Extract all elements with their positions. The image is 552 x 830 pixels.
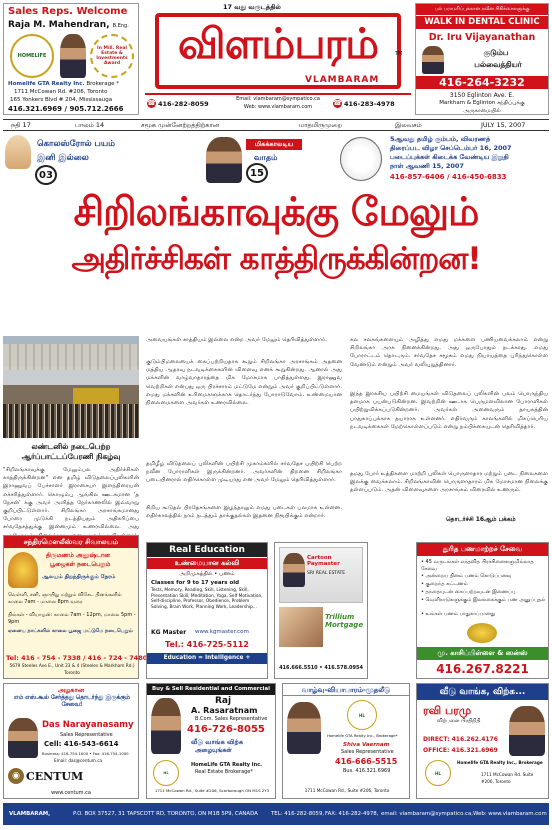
- article-col-2b: குடும்பிமலையைக் கைப்பற்றியதாக கூறும் சிறிலங்கா அரசாங்கம் அதனை மத்திய ஆதரவு நடவடிக்கைகளின் விளைவு எனக் கூறுகின்றது. ஆனால் அது மக்களின் வாழ்வாதாரத்தை மிக மோசமாக பாதித்துள்ளது. இராணுவ வெற்றிகள் என்பது ஒரு பிரச்சாரம் மட்டுமே என்றும் அவர் குறிப்பிட்டுள்ளார். எமது மக்களின் உரிமைகளுக்காக தொடர்ந்து போராடுவோம். உண்மையான நிலைமைகளை அவர்கள் உணரவில்லை.: [146, 359, 342, 407]
- ad-das-narayanasamy[interactable]: [3, 683, 139, 799]
- raj-address: 1711 McCowan Rd., Suite #206, Scarborough ON M1S 2Y3: [154, 788, 270, 793]
- phone-icon-left: ☎: [147, 99, 156, 107]
- footer-bar: [3, 803, 549, 825]
- ravi-sub: விற்பனை பிரதிநிதி: [437, 718, 481, 724]
- shiva-phone: 416-666-5515: [335, 757, 398, 766]
- ad-money-transfer[interactable]: [416, 542, 549, 679]
- company-line: [8, 81, 119, 87]
- temple-title: சந்திரமௌலீஸ்வர சிவாலயம்: [4, 536, 138, 548]
- footer-brand: VLAMBARAM,: [9, 811, 51, 817]
- money-phone: 416.267.8221: [436, 662, 529, 676]
- money-title: துரித பணமாற்றச் சேவை: [417, 543, 548, 556]
- teaser-paralysis[interactable]: [202, 133, 302, 187]
- dateline-free: இலவசம்: [395, 121, 422, 129]
- dateline-date: JULY 15, 2007: [481, 121, 526, 129]
- ad-ravi-paramu[interactable]: [416, 683, 549, 799]
- money-bullet-4: • தந்தையுடன் கைப்பற்றவுடன் இணைப்பு: [421, 589, 516, 595]
- das-web[interactable]: www.centum.ca: [51, 790, 91, 796]
- festival-line-4: நாள் ஆவணி 15, 2007: [390, 162, 464, 170]
- masthead-contact-bar: [145, 93, 411, 113]
- ad-raj[interactable]: [146, 683, 276, 799]
- cholesterol-illustration: [5, 135, 31, 169]
- footer-web[interactable]: Web: www.vlambaram.com: [473, 811, 547, 817]
- education-tamil: உண்மையான கல்வி: [147, 558, 267, 569]
- temple-phone: Tel: 416 - 754 - 7338 / 416 - 724 - 7480: [6, 654, 148, 662]
- money-bullet-6: • உங்கள் பணம் பாதுகாப்பானது: [421, 611, 496, 617]
- sales-reps-title: Sales Reps. Welcome: [8, 6, 128, 17]
- education-classes: Classes for 9 to 17 years old: [151, 580, 240, 586]
- teaser-1-page: 03: [35, 165, 57, 185]
- homelife-badge: HOMELIFE: [10, 34, 54, 78]
- das-cell: Cell: 416-543-6614: [44, 740, 119, 748]
- address-line-1: 1711 McCowan Rd. #206, Toronto: [14, 89, 108, 95]
- education-web[interactable]: www.kgmaster.com: [195, 629, 249, 635]
- shiva-homelife-logo: HL: [347, 700, 377, 730]
- raj-company: HomeLife GTA Realty Inc.: [191, 762, 263, 768]
- masthead-title: விளம்பரம்: [177, 19, 379, 68]
- money-bullet-5: • வெளிநாடுகளுக்கும் இலங்கைக்கும் பண அனுப்புதல்: [421, 597, 546, 603]
- ravi-photo: [509, 706, 545, 756]
- article-continued[interactable]: தொடர்ச்சி 16ஆம் பக்கம்: [446, 516, 516, 523]
- doctor-line-1: குடும்ப: [483, 48, 509, 57]
- das-photo: [8, 718, 38, 758]
- raj-tamil-2: அழையுங்கள்: [195, 747, 232, 754]
- teaser-2-page: 15: [246, 163, 268, 183]
- ad-education[interactable]: [146, 542, 268, 679]
- das-email[interactable]: Email: das@centum.ca: [54, 758, 103, 763]
- address-line-2: 165 Yonkers Blvd # 204, Mississauga: [10, 97, 113, 103]
- shiva-name: Shiva Vaernam: [343, 742, 390, 748]
- dental-addr-1: 3150 Eglinton Ave. E.: [449, 92, 515, 99]
- money-company: மு. காசிப்பிள்ளை & ஸன்ஸ்: [417, 647, 548, 660]
- teaser-1-line-2: இனி இல்லை: [37, 153, 89, 163]
- temple-line-4: வெள்ளி, சனி, ஞாயிறு மற்றும் விசேட தினங்களில் காலை 7am - மாலை 8pm வரை: [8, 592, 122, 605]
- ravi-address: 1711 McCowan Rd. Suite #206, Toronto: [481, 772, 534, 784]
- mortgage-family-photo: [279, 607, 323, 647]
- ravi-direct: DIRECT: 416.262.4176: [423, 736, 498, 743]
- award-badge: In Mill. Real Estate & Investments Award: [90, 34, 134, 78]
- fax-icon-right: ☎: [333, 99, 342, 107]
- doctor-teaser-photo: [206, 137, 242, 183]
- shiva-address: 1711 McCowan Rd., Suite #206, Toronto: [304, 788, 390, 793]
- photo-caption-2: ஆர்ப்பாட்டப்பேரணி நிகழ்வு: [21, 452, 121, 461]
- shiva-photo: [287, 702, 321, 754]
- agent-photo: [60, 34, 86, 78]
- raj-banner: Buy & Sell Residential and Commercial: [147, 684, 275, 695]
- header-left-ad[interactable]: [3, 3, 139, 115]
- mortgage-card-title: Cartoon Paymaster: [307, 555, 340, 567]
- rally-building: [3, 344, 139, 370]
- education-title: Real Education: [147, 543, 267, 557]
- photo-caption-1: லண்டனில் நடைபெற்ற: [31, 442, 111, 451]
- raj-tamil: வீடு வாங்க விற்க: [191, 738, 243, 746]
- das-title: அழகான: [57, 686, 85, 694]
- temple-address: 5679 Steeles Ave E., Unit 23 & 4 (Steeles & Markham Rd.) Toronto: [9, 664, 135, 676]
- festival-line-1: 5ஆவது தமிழ் கும்பம், விவரணத்: [390, 135, 491, 143]
- company-name: Homelife GTA Realty Inc.: [8, 81, 85, 87]
- temple-line-6: ஏனைய நாட்களில் காலை பூஜை மட்டுமே நடைபெறும்: [8, 628, 133, 634]
- headline-line-1: சிறிலங்காவுக்கு மேலும்: [73, 190, 479, 235]
- festival-line-2: திரைப்பட விழா செப்டெம்பர் 16, 2007: [390, 144, 512, 152]
- mortgage-card-sub: SRI REAL ESTATE: [307, 571, 346, 576]
- temple-line-5: திங்கள் - வியாழன்: காலை 7am - 12pm, மாலை 5pm - 9pm: [8, 612, 136, 625]
- company-suffix: Brokerage *: [86, 81, 119, 87]
- teaser-filmfest[interactable]: [336, 133, 548, 187]
- shiva-bus: Bus. 416.321.6969: [343, 768, 391, 774]
- festival-phones: 416-857-6406 / 416-450-6833: [390, 173, 507, 181]
- footer-email[interactable]: email: vlambaram@sympatico.ca,: [381, 811, 473, 817]
- raj-broker: Real Estate Brokerage*: [195, 769, 253, 775]
- ravi-office: OFFICE: 416.321.6969: [423, 747, 498, 754]
- walk-in-banner: WALK IN DENTAL CLINIC: [416, 16, 548, 29]
- dateline-tagline: சமூக முன்னேற்றத்திற்கான: [141, 121, 220, 129]
- ad-homelife-agent[interactable]: [282, 683, 410, 799]
- money-logo: [467, 623, 497, 643]
- article-col-2a: அவையங்கள் சாத்தியம் இல்லை என்ற அவர் மேலும் தெரிவித்துள்ளார்.: [146, 337, 327, 343]
- headline-line-2: அதிர்ச்சிகள் காத்திருக்கின்றன!: [71, 241, 481, 277]
- festival-logo: [340, 137, 382, 181]
- temple-deity-image: [8, 552, 38, 588]
- das-name: Das Narayanasamy: [42, 720, 134, 730]
- teaser-2-line-2: வாதம்: [254, 153, 278, 162]
- homelife-banner: வாழ்வு-வியாபாரம்-முதலீடு: [283, 684, 409, 696]
- raj-photo: [151, 698, 181, 754]
- money-bullet-1: • 45 வருடங்கள் எந்தவித பிரச்சினைகளுமில்லாத சேவை: [421, 559, 534, 572]
- festival-line-3: படைப்புக்கள் கிடைக்க வேண்டிய இறுதி: [390, 153, 509, 161]
- article-col-2d: சிறிய கூடுதல் பிரதேசங்களை இழந்தாலும் எமது படைகள் பலமாக உள்ளன. எதிர்காலத்தில் நாம் நடத்தும் தாக்குதல்கள் இதனை நிரூபிக்கும் என்றார்.: [146, 505, 342, 520]
- dental-addr-2: Markham & Eglinton சந்திப்புக்கு: [439, 100, 525, 106]
- education-sub: அறிமுகத்தில் • பணம்: [179, 571, 235, 577]
- doctor-name: Dr. Iru Vijayanathan: [428, 32, 536, 43]
- mortgage-agent-photo: [283, 553, 305, 587]
- article-col-1: "சிறிலங்காவுக்கு மேலும்பல அதிர்ச்சிகள் காத்திருக்கின்றன" என தமிழ் விடுதலைப்புலிகளின் இராணுவப் பேச்சாளர் இராசையா இளந்திரையன் எச்சரித்துள்ளார். கொழும்பு ஆங்கில ஊடகமான 'த நேசன்' க்கு அவர் அளித்த நேர்காணலில் இவ்வாறு குறிப்பிட்டுள்ளார். சிறிலங்கா அரசாங்கமானது போரை முடுக்கி நடத்தியதும் அதிகரிப்பை சர்வதேசத்துக்கு இன்னமும் உணரவில்லை. அது: [3, 467, 139, 531]
- das-brand: CENTUM: [26, 770, 84, 783]
- rally-crowd: [3, 404, 139, 438]
- doctor-line-2: பல்வைத்தியர்: [474, 60, 522, 69]
- teaser-2-line-1: மிகக்காலடிய: [246, 139, 302, 150]
- mortgage-brand: Trillium Mortgage: [325, 613, 364, 629]
- shiva-company: Homelife GTA Realty Inc., Brokerage*: [327, 733, 398, 738]
- masthead-subtitle: VLAMBARAM: [305, 75, 380, 85]
- ravi-homelife-logo: HL: [425, 760, 451, 786]
- ad-mortgage[interactable]: [274, 542, 368, 679]
- dental-addr-3: அருகாமையில்: [463, 108, 501, 114]
- raj-quals: B.Com. Sales Representative: [195, 716, 268, 722]
- das-office: Business: 416-754-1000 • Fax: 416-754-1000: [42, 751, 129, 756]
- rally-photo: [3, 336, 139, 438]
- raj-homelife-logo: HL: [153, 760, 179, 786]
- issue-number: நதி 17: [11, 121, 31, 129]
- article-col-2c: தமிழீழ விடுதலைப் புலிகளின் பயிற்சி முகாம்களில் சர்வதேச பயிற்சி பெற்ற நவீன போராளிகள் இருக்கின்றனர். அவர்களின் திறனை சிறிலங்கா படையினரால் எதிர்கொள்ள முடியாது என அவர் மேலும் தெரிவித்துள்ளார்.: [146, 461, 342, 484]
- teaser-cholesterol[interactable]: [3, 133, 121, 187]
- centum-logo-icon: ◉: [8, 768, 24, 784]
- masthead: [145, 3, 411, 115]
- trademark: TM: [395, 51, 403, 57]
- doctor-photo: [422, 46, 444, 74]
- masthead-email[interactable]: Email: vlambaram@sympatico.ca: [236, 96, 320, 102]
- masthead-web[interactable]: Web: www.vlambaram.com: [243, 104, 313, 110]
- mortgage-phones: 416.666.5510 • 416.578.0954: [279, 665, 363, 671]
- dental-top-banner: பல் பராமரிப்புக்கான நவீன சிகிச்சைகளுக்கு: [416, 4, 548, 15]
- agent-name-suffix: B.Eng.: [112, 23, 129, 29]
- raj-name: Raj: [215, 696, 232, 706]
- education-tel: Tel.: 416-725-5112: [165, 640, 249, 649]
- issue-badge: 17 வது வருடத்தில்: [223, 3, 281, 11]
- education-brand: KG Master: [151, 629, 187, 636]
- phone-left: 416-282-8059: [158, 100, 209, 108]
- education-subjects: Tests, Memory, Reading, Skill, Listening, Skill, Presentation Skill, Meditation, Yoga, Self Motivation, Self-discipline, Professor, Obedience, Problem Solving, Brain Work, Planning Work, Leadership...: [151, 588, 263, 610]
- article-col-3b: இந்த இரகசிய பயிற்சி மையங்கள் விடுதலைப் புலிகளின் பலம் பொருந்திய தளமாக பயன்படுகின்றன. இவற்றின் ஊடாக பெருமளவிலான போராளிகள் பயிற்றுவிக்கப்படுகின்றனர். அவர்கள் அனைவரும் தாயகத்தின் பாதுகாப்புக்காக தயாராக உள்ளனர். எதிர்வரும் காலங்களில் மிகப்பெரிய நடவடிக்கைகள் மேற்கொள்ளப்படும் என்று நம்பிக்கையுடன் தெரிவித்தார்.: [350, 391, 548, 430]
- ravi-name: ரவி பரமு: [423, 704, 472, 717]
- dental-phone: 416-264-3232: [416, 76, 548, 89]
- agent-phones: 416.321.6969 / 905.712.2666: [8, 105, 124, 113]
- ad-temple[interactable]: [3, 535, 148, 679]
- das-title-2: எம் எஸ்.கூல் சேர்த்தது தொடர்ந்து இருக்கும் சேவை!: [14, 695, 130, 708]
- agent-name-text: Raja M. Mahendran,: [8, 20, 110, 30]
- ravi-banner: வீடு வாங்க, விற்க...: [417, 684, 548, 700]
- ravi-company: Homelife GTA Realty Inc., Brokerage: [457, 760, 543, 765]
- volume-number: பாலம் 14: [75, 121, 105, 129]
- raj-phone: 416-726-8055: [187, 724, 265, 735]
- agent-name: [8, 20, 129, 30]
- shiva-role: Sales Representative: [341, 749, 394, 755]
- footer-address: P.O. BOX 37527, 31 TAPSCOTT RD, TORONTO, ON M1B 5P9, CANADA: [73, 811, 258, 817]
- education-footer: Education = Intelligence + Character: [147, 653, 267, 664]
- dateline-bar: [3, 119, 549, 131]
- header-right-ad[interactable]: [415, 3, 549, 115]
- money-bullet-2: • அன்றைய தினம் பணம் கொடுப்பனவு: [421, 573, 512, 579]
- das-role: Sales Representative: [60, 732, 113, 738]
- teaser-1-line-1: கொலஸ்ரோல் பயம்: [37, 139, 116, 149]
- phone-right: 416-283-4978: [344, 100, 395, 108]
- footer-tel: TEL: 416-282-8059,: [271, 811, 325, 817]
- article-col-3a: கல சலகங்களையும் அழித்து எமது மக்களை பணியவைக்கலாம் என்று சிறிலங்கா அரசு நினைக்கின்றது. அது ஒருபோதும் நடக்காது. எமது போராட்டம் தொடரும். சர்வதேச சமூகம் எமது நியாயத்தை புரிந்துகொள்ள வேண்டும் என்றும் அவர் வலியுறுத்தினார்.: [350, 337, 548, 368]
- temple-line-1: திருமணம் அனுஷ்டான: [46, 552, 110, 559]
- dateline-monthly: மாதமிருமுறை: [299, 121, 343, 129]
- money-bullet-3: • குறைந்த கட்டணம்: [421, 581, 468, 587]
- temple-line-3: ஆலயம் திறந்திருக்கும் நேரம்: [42, 574, 116, 580]
- footer-fax: FAX: 416-282-4978,: [325, 811, 379, 817]
- raj-full-name: A. Rasaratnam: [191, 706, 258, 715]
- article-col-3c: தமது போர் உத்திகளை மாற்றி புலிகள் பொருளாதார மற்றும் படை நிலைகளை இலக்கு வைக்கலாம். சிறிலங்காவின் பொருளாதாரம் மிக மோசமான நிலைக்கு தள்ளப்படும். அதன் விளைவுகளை அரசாங்கம் விரைவில் உணரும்.: [350, 471, 548, 494]
- temple-line-2: பூஜைகள் நடைபெறும்: [50, 561, 111, 568]
